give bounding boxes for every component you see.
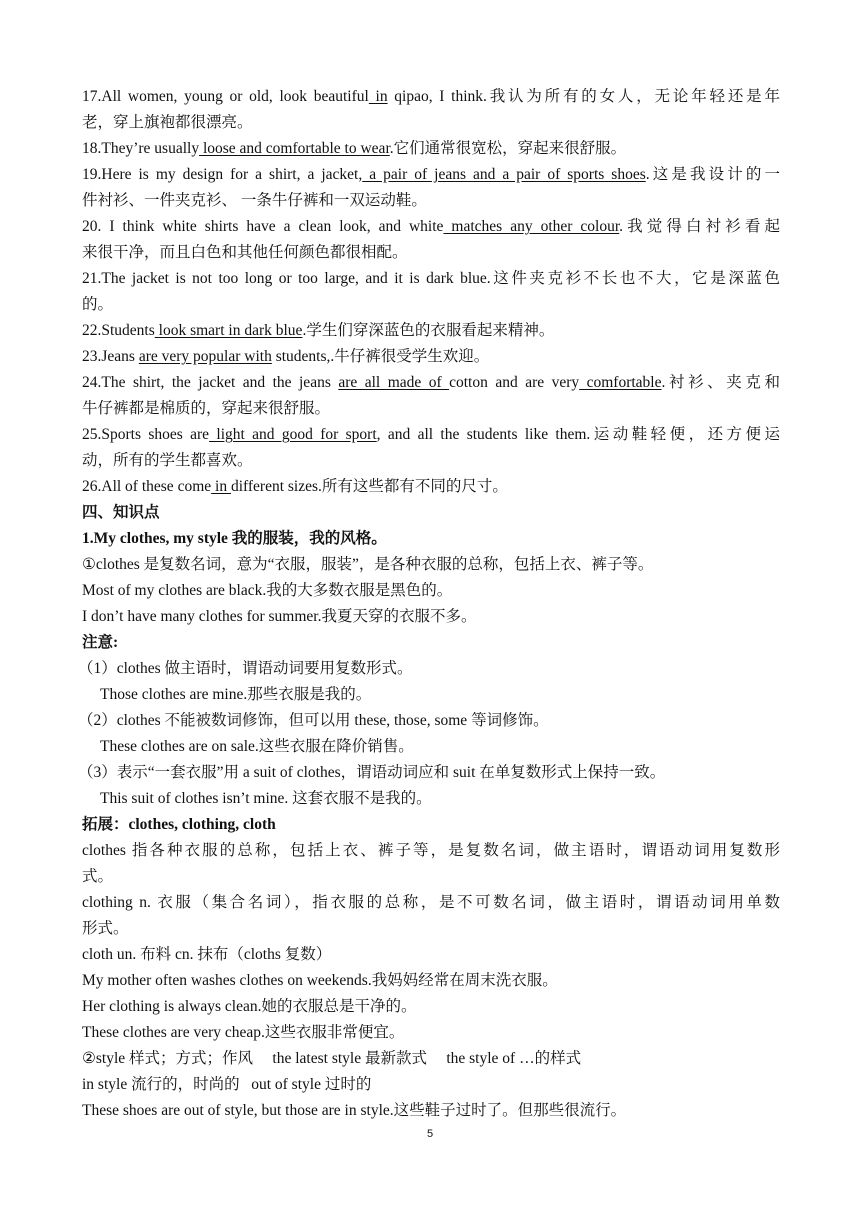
sentence-text: 18.They’re usually <box>82 140 200 157</box>
clothes-definition: ①clothes 是复数名词，意为“衣服，服装”，是各种衣服的总称，包括上衣、裤子等。 <box>82 556 654 573</box>
sentence-text: qipao, I think.我认为所有的女人，无论年轻还是年 <box>387 88 780 105</box>
sentence-text: students,.牛仔裤很受学生欢迎。 <box>271 348 490 365</box>
sentence-text: 23.Jeans <box>82 348 139 365</box>
sentence-text: , and all the students like them.运动鞋轻便，还方便运 <box>376 426 780 443</box>
style-definition: ②style 样式；方式；作风 the latest style 最新款式 the style of …的样式 <box>82 1050 582 1067</box>
extension-item: clothing n. 衣服（集合名词），指衣服的总称，是不可数名词，做主语时，谓语动词用单数 <box>82 894 780 911</box>
underlined-phrase: comfortable <box>579 374 662 391</box>
underlined-phrase: are very popular with <box>138 348 272 365</box>
sentence-text: 26.All of these come <box>82 478 212 495</box>
underlined-phrase: are all made of <box>338 374 450 391</box>
page-number: 5 <box>426 1128 434 1140</box>
note-label: 注意: <box>82 634 119 651</box>
underlined-phrase: in <box>211 478 231 495</box>
underlined-phrase: a pair of jeans and a pair of sports shoes <box>362 166 646 183</box>
extension-item: clothes 指各种衣服的总称，包括上衣、裤子等，是复数名词，做主语时，谓语动词用复数形 <box>82 842 780 859</box>
extension-item: cloth un. 布料 cn. 抹布（cloths 复数） <box>82 946 332 963</box>
sentence-21-cont: 的。 <box>82 296 114 313</box>
sentence-text: .衬衫、夹克和 <box>661 374 780 391</box>
note-item: （1）clothes 做主语时，谓语动词要用复数形式。 <box>78 660 413 677</box>
sentence-text: .它们通常很宽松，穿起来很舒服。 <box>389 140 627 157</box>
note-example: Those clothes are mine.那些衣服是我的。 <box>100 686 372 703</box>
sentence-22 <box>82 318 780 344</box>
sentence-18 <box>82 136 780 162</box>
sentence-25-cont: 动，所有的学生都喜欢。 <box>82 452 253 469</box>
example-sentence: My mother often washes clothes on weekends.我妈妈经常在周末洗衣服。 <box>82 972 558 989</box>
underlined-phrase: look smart in dark blue <box>154 322 303 339</box>
sentence-17-cont: 老，穿上旗袍都很漂亮。 <box>82 114 253 131</box>
sentence-20-cont: 来很干净，而且白色和其他任何颜色都很相配。 <box>82 244 408 261</box>
sentence-text: 19.Here is my design for a shirt, a jacket, <box>82 166 363 183</box>
example-sentence: I don’t have many clothes for summer.我夏天穿的衣服不多。 <box>82 608 477 625</box>
underlined-phrase: loose and comfortable to wear <box>199 140 390 157</box>
note-example: This suit of clothes isn’t mine. 这套衣服不是我的。 <box>100 790 432 807</box>
example-sentence: These shoes are out of style, but those are in style.这些鞋子过时了。但那些很流行。 <box>82 1102 627 1119</box>
sentence-text: 17.All women, young or old, look beautiful <box>82 88 369 105</box>
extension-item-cont: 式。 <box>82 868 114 885</box>
example-sentence: These clothes are very cheap.这些衣服非常便宜。 <box>82 1024 405 1041</box>
underlined-phrase: matches any other colour <box>443 218 620 235</box>
sentence-text: 20. I think white shirts have a clean look, and white <box>82 218 444 235</box>
sentence-24 <box>82 370 780 396</box>
sentence-19-cont: 件衬衫、一件夹克衫、 一条牛仔裤和一双运动鞋。 <box>82 192 427 209</box>
sentence-text: 22.Students <box>82 322 155 339</box>
sentence-20 <box>82 214 780 240</box>
sentence-25 <box>82 422 780 448</box>
sentence-23 <box>82 344 780 370</box>
sentence-26 <box>82 474 780 500</box>
underlined-phrase: in <box>368 88 388 105</box>
sentence-text: 25.Sports shoes are <box>82 426 210 443</box>
document-page <box>78 84 780 1124</box>
extension-label: 拓展：clothes, clothing, cloth <box>82 816 276 833</box>
example-sentence: Her clothing is always clean.她的衣服总是干净的。 <box>82 998 417 1015</box>
sentence-text: .这是我设计的一 <box>645 166 780 183</box>
underlined-phrase: light and good for sport <box>209 426 377 443</box>
style-definition: in style 流行的，时尚的 out of style 过时的 <box>82 1076 372 1093</box>
sentence-text: 24.The shirt, the jacket and the jeans <box>82 374 339 391</box>
sentence-text: .学生们穿深蓝色的衣服看起来精神。 <box>302 322 555 339</box>
extension-item-cont: 形式。 <box>82 920 129 937</box>
point-1-heading: 1.My clothes, my style 我的服装，我的风格。 <box>82 530 387 547</box>
section-title: 四、知识点 <box>82 504 160 521</box>
example-sentence: Most of my clothes are black.我的大多数衣服是黑色的。 <box>82 582 453 599</box>
sentence-text: .我觉得白衬衫看起 <box>619 218 780 235</box>
sentence-text: cotton and are very <box>449 374 580 391</box>
note-item: （2）clothes 不能被数词修饰，但可以用 these, those, some 等词修饰。 <box>78 712 549 729</box>
sentence-text: different sizes.所有这些都有不同的尺寸。 <box>230 478 508 495</box>
sentence-17 <box>82 84 780 110</box>
sentence-21: 21.The jacket is not too long or too large, and it is dark blue.这件夹克衫不长也不大，它是深蓝色 <box>82 270 780 287</box>
note-item: （3）表示“一套衣服”用 a suit of clothes，谓语动词应和 suit 在单复数形式上保持一致。 <box>78 764 666 781</box>
sentence-19 <box>82 162 780 188</box>
sentence-24-cont: 牛仔裤都是棉质的，穿起来很舒服。 <box>82 400 331 417</box>
note-example: These clothes are on sale.这些衣服在降价销售。 <box>100 738 414 755</box>
